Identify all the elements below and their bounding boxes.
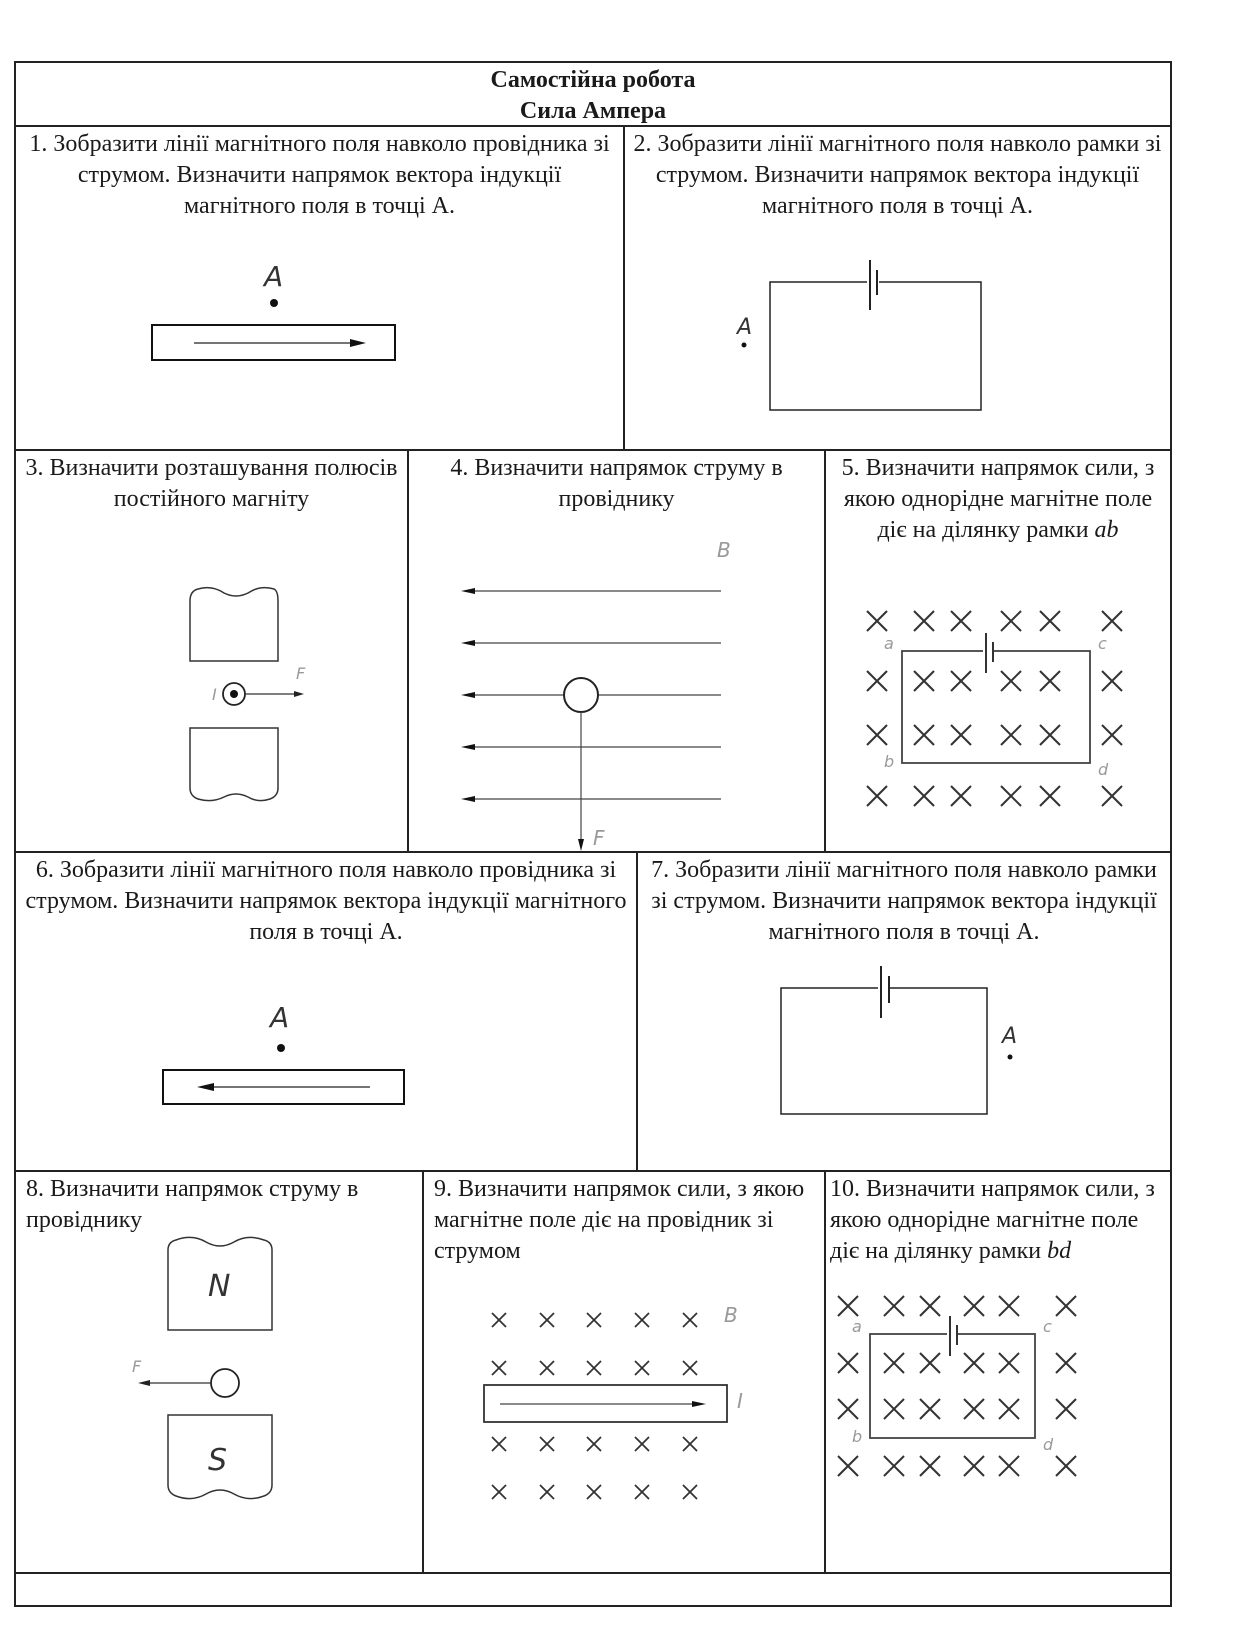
task-text: Зобразити лінії магнітного поля навколо провідника зі струмом. Визначити напрямок вектора індукції магнітного поля в точці А.: [53, 131, 610, 219]
task-8: [16, 1172, 424, 1572]
field-label: B: [724, 1303, 738, 1327]
task-text: Визначити напрямок струму в провіднику: [474, 455, 783, 512]
worksheet-subtitle: Сила Ампера: [519, 98, 667, 124]
current-arrow-head-icon: [350, 339, 366, 347]
task-number: 8.: [26, 1176, 44, 1202]
task-5-diagram: [826, 451, 1170, 851]
field-into-page-cross-icon: [884, 1296, 904, 1316]
field-into-page-cross-icon: [964, 1296, 984, 1316]
field-arrow-head-icon: [461, 588, 475, 594]
task-9: [424, 1172, 826, 1572]
field-into-page-cross-icon: [951, 611, 971, 631]
frame-segment-label: ab: [1094, 517, 1119, 543]
task-number: 2.: [633, 131, 652, 157]
task-2: [625, 127, 1170, 449]
field-into-page-cross-icon: [1040, 786, 1060, 806]
south-label: S: [208, 1443, 228, 1478]
battery-gap: [983, 647, 993, 655]
field-into-page-cross-icon: [1102, 725, 1122, 745]
point-a-dot: [742, 343, 747, 348]
corner-d-label: d: [1043, 1435, 1054, 1454]
field-into-page-cross-icon: [920, 1296, 940, 1316]
field-into-page-cross-icon: [920, 1399, 940, 1419]
magnet-bottom-pole: [190, 728, 278, 801]
worksheet-table: [14, 61, 1172, 1607]
field-into-page-cross-icon: [683, 1361, 697, 1375]
task-2-diagram: [625, 127, 1170, 447]
corner-c-label: c: [1043, 1317, 1052, 1336]
force-label: F: [593, 826, 605, 850]
corner-b-label: b: [852, 1427, 863, 1446]
field-into-page-cross-icon: [492, 1361, 506, 1375]
task-8-diagram: [16, 1172, 424, 1572]
task-number: 5.: [841, 455, 860, 481]
force-label: F: [296, 664, 306, 683]
field-into-page-cross-icon: [838, 1399, 858, 1419]
task-text: Визначити напрямок сили, з якою однорідне магнітне поле діє на ділянку рамки: [830, 1176, 1155, 1264]
field-into-page-cross-icon: [587, 1485, 601, 1499]
field-into-page-cross-icon: [884, 1353, 904, 1373]
task-1-diagram: [16, 127, 625, 447]
field-into-page-cross-icon: [1001, 786, 1021, 806]
field-into-page-cross-icon: [683, 1437, 697, 1451]
field-into-page-cross-icon: [492, 1437, 506, 1451]
task-number: 9.: [434, 1176, 452, 1202]
force-label: F: [132, 1357, 142, 1376]
conductor-circle: [564, 678, 598, 712]
task-text: Визначити напрямок сили, з якою магнітне поле діє на провідник зі струмом: [434, 1176, 805, 1264]
point-a-dot: [277, 1044, 285, 1052]
field-into-page-cross-icon: [587, 1313, 601, 1327]
task-6: [16, 853, 638, 1170]
task-text: Визначити розташування полюсів постійного магніту: [49, 455, 398, 512]
task-number: 6.: [35, 857, 54, 883]
worksheet-header: [16, 63, 1170, 127]
battery-gap: [947, 1330, 957, 1338]
field-into-page-cross-icon: [884, 1456, 904, 1476]
field-into-page-cross-icon: [951, 725, 971, 745]
field-into-page-cross-icon: [1056, 1456, 1076, 1476]
task-number: 1.: [29, 131, 48, 157]
field-into-page-cross-icon: [540, 1485, 554, 1499]
task-4: [409, 451, 826, 851]
field-into-page-cross-icon: [635, 1485, 649, 1499]
field-into-page-cross-icon: [1001, 611, 1021, 631]
corner-a-label: a: [884, 634, 894, 653]
force-arrow-head-icon: [294, 691, 304, 697]
field-into-page-cross-icon: [587, 1437, 601, 1451]
field-into-page-cross-icon: [1056, 1296, 1076, 1316]
field-into-page-cross-icon: [964, 1456, 984, 1476]
field-into-page-cross-icon: [492, 1485, 506, 1499]
field-into-page-cross-icon: [964, 1353, 984, 1373]
corner-a-label: a: [852, 1317, 862, 1336]
footer-row: [16, 1574, 1170, 1605]
task-9-diagram: [424, 1172, 826, 1572]
task-number: 3.: [25, 455, 44, 481]
field-into-page-cross-icon: [914, 725, 934, 745]
field-arrow-head-icon: [461, 692, 475, 698]
row-2: [16, 451, 1170, 853]
field-into-page-cross-icon: [914, 786, 934, 806]
frame-segment-label: bd: [1047, 1238, 1072, 1264]
field-into-page-cross-icon: [1040, 611, 1060, 631]
field-into-page-cross-icon: [635, 1361, 649, 1375]
task-number: 10.: [830, 1176, 860, 1202]
field-into-page-cross-icon: [492, 1313, 506, 1327]
current-frame: [902, 651, 1090, 763]
task-10: [826, 1172, 1170, 1572]
point-label: A: [1002, 1024, 1018, 1049]
current-frame: [870, 1334, 1035, 1438]
task-text: Зобразити лінії магнітного поля навколо провідника зі струмом. Визначити напрямок вектора індукції магнітного поля в точці А.: [25, 857, 627, 945]
current-label: I: [212, 685, 217, 704]
worksheet-title: Самостійна робота: [490, 67, 696, 93]
field-into-page-cross-icon: [1056, 1353, 1076, 1373]
task-3: [16, 451, 409, 851]
task-3-diagram: [16, 451, 409, 851]
field-into-page-cross-icon: [867, 725, 887, 745]
point-a-dot: [1008, 1055, 1013, 1060]
current-label: I: [737, 1389, 743, 1413]
task-5: [826, 451, 1170, 851]
task-7-diagram: [638, 853, 1170, 1168]
row-1: [16, 127, 1170, 451]
force-arrow-head-icon: [578, 839, 584, 851]
field-into-page-cross-icon: [867, 786, 887, 806]
field-into-page-cross-icon: [1102, 611, 1122, 631]
field-into-page-cross-icon: [964, 1399, 984, 1419]
field-into-page-cross-icon: [867, 671, 887, 691]
current-frame: [781, 988, 987, 1114]
task-number: 4.: [450, 455, 469, 481]
field-into-page-cross-icon: [540, 1361, 554, 1375]
field-into-page-cross-icon: [683, 1313, 697, 1327]
point-a-dot: [270, 299, 278, 307]
field-into-page-cross-icon: [914, 671, 934, 691]
field-arrow-head-icon: [461, 796, 475, 802]
current-arrow-head-icon: [692, 1401, 706, 1407]
field-into-page-cross-icon: [1001, 725, 1021, 745]
field-into-page-cross-icon: [999, 1296, 1019, 1316]
corner-d-label: d: [1098, 760, 1109, 779]
current-arrow-head-icon: [197, 1083, 214, 1091]
field-into-page-cross-icon: [540, 1437, 554, 1451]
field-into-page-cross-icon: [884, 1399, 904, 1419]
field-arrow-head-icon: [461, 640, 475, 646]
conductor-circle: [211, 1369, 239, 1397]
task-1: [16, 127, 625, 449]
current-frame: [770, 282, 981, 410]
field-into-page-cross-icon: [838, 1296, 858, 1316]
task-7: [638, 853, 1170, 1170]
north-label: N: [208, 1269, 231, 1304]
task-6-diagram: [16, 853, 638, 1168]
field-into-page-cross-icon: [1040, 725, 1060, 745]
field-arrow-head-icon: [461, 744, 475, 750]
field-into-page-cross-icon: [635, 1313, 649, 1327]
field-into-page-cross-icon: [1056, 1399, 1076, 1419]
row-4: [16, 1172, 1170, 1574]
force-arrow-head-icon: [138, 1380, 150, 1386]
field-into-page-cross-icon: [838, 1456, 858, 1476]
task-number: 7.: [651, 857, 670, 883]
field-into-page-cross-icon: [999, 1353, 1019, 1373]
field-into-page-cross-icon: [914, 611, 934, 631]
field-into-page-cross-icon: [999, 1456, 1019, 1476]
field-into-page-cross-icon: [1040, 671, 1060, 691]
field-into-page-cross-icon: [683, 1485, 697, 1499]
task-text: Зобразити лінії магнітного поля навколо рамки зі струмом. Визначити напрямок вектора індукції магнітного поля в точці А.: [651, 857, 1157, 945]
task-text: Визначити напрямок струму в провіднику: [26, 1176, 359, 1233]
field-into-page-cross-icon: [920, 1456, 940, 1476]
field-into-page-cross-icon: [1102, 786, 1122, 806]
task-text: Визначити напрямок сили, з якою однорідне магнітне поле діє на ділянку рамки: [843, 455, 1155, 543]
field-into-page-cross-icon: [1001, 671, 1021, 691]
task-text: Зобразити лінії магнітного поля навколо рамки зі струмом. Визначити напрямок вектора індукції магнітного поля в точці А.: [655, 131, 1162, 219]
magnet-top-pole: [190, 588, 278, 661]
field-into-page-cross-icon: [1102, 671, 1122, 691]
corner-c-label: c: [1098, 634, 1107, 653]
field-into-page-cross-icon: [951, 671, 971, 691]
field-into-page-cross-icon: [920, 1353, 940, 1373]
field-label: B: [717, 538, 731, 562]
row-3: [16, 853, 1170, 1172]
field-into-page-cross-icon: [951, 786, 971, 806]
point-label: A: [264, 260, 284, 293]
field-into-page-cross-icon: [838, 1353, 858, 1373]
field-into-page-cross-icon: [999, 1399, 1019, 1419]
field-into-page-cross-icon: [587, 1361, 601, 1375]
task-10-diagram: [826, 1172, 1170, 1572]
point-label: A: [270, 1001, 290, 1034]
field-into-page-cross-icon: [540, 1313, 554, 1327]
field-into-page-cross-icon: [867, 611, 887, 631]
field-into-page-cross-icon: [635, 1437, 649, 1451]
corner-b-label: b: [884, 752, 895, 771]
point-label: A: [737, 315, 753, 340]
task-4-diagram: [409, 451, 826, 851]
